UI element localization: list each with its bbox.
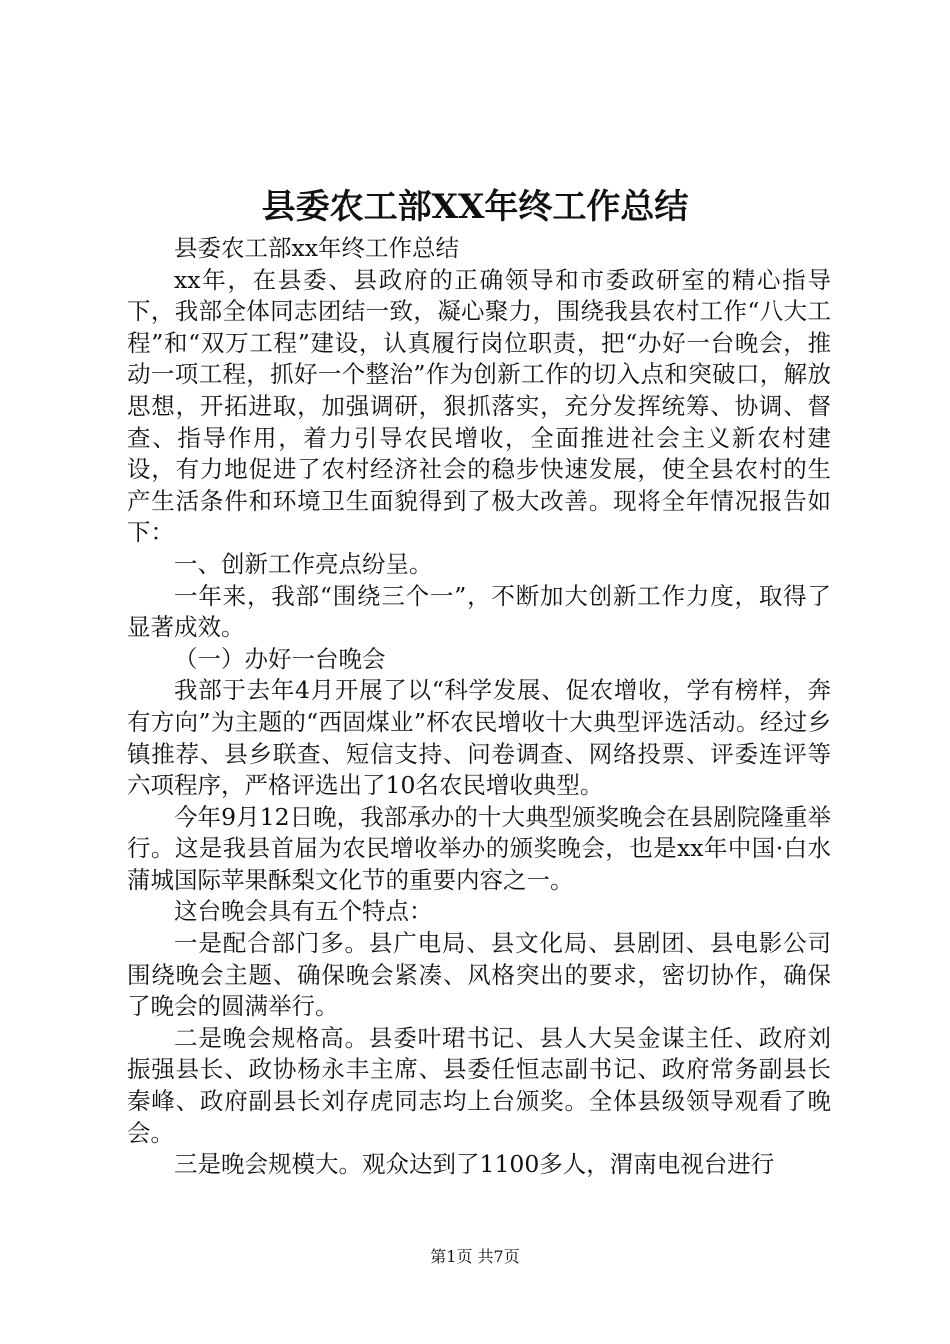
page-footer: 第1页 共7页: [430, 1247, 520, 1266]
paragraph: 我部于去年4月开展了以“科学发展、促农增收，学有榜样，奔有方向”为主题的“西固煤业”杯农民增收十大典型评选活动。经过乡镇推荐、县乡联查、短信支持、问卷调查、网络投票、评委连评等六项程序，严格评选出了10名农民增收典型。: [127, 676, 831, 800]
document-title: 县委农工部XX年终工作总结: [261, 187, 689, 227]
subsection-heading-1: （一）办好一台晚会: [174, 644, 386, 673]
document-body: [127, 233, 831, 1181]
paragraph: 三是晚会规模大。观众达到了1100多人，渭南电视台进行: [174, 1150, 775, 1179]
section-heading-1: 一、创新工作亮点纷呈。: [174, 549, 433, 578]
paragraph: 今年9月12日晚，我部承办的十大典型颁奖晚会在县剧院隆重举行。这是我县首届为农民增收举办的颁奖晚会，也是xx年中国·白水蒲城国际苹果酥梨文化节的重要内容之一。: [127, 802, 831, 894]
paragraph-subtitle: 县委农工部xx年终工作总结: [174, 234, 460, 262]
paragraph: 这台晚会具有五个特点：: [174, 897, 433, 926]
paragraph-intro: xx年，在县委、县政府的正确领导和市委政研室的精心指导下，我部全体同志团结一致，凝心聚力，围绕我县农村工作“八大工程”和“双万工程”建设，认真履行岗位职责，把“办好一台晚会，推动一项工程，抓好一个整治”作为创新工作的切入点和突破口，解放思想，开拓进取，加强调研，狠抓落实，充分发挥统筹、协调、督查、指导作用，着力引导农民增收，全面推进社会主义新农村建设，有力地促进了农村经济社会的稳步快速发展，使全县农村的生产生活条件和环境卫生面貌得到了极大改善。现将全年情况报告如下：: [127, 265, 831, 547]
paragraph: 一是配合部门多。县广电局、县文化局、县剧团、县电影公司围绕晚会主题、确保晚会紧凑、风格突出的要求，密切协作，确保了晚会的圆满举行。: [127, 929, 831, 1021]
paragraph: 二是晚会规格高。县委叶珺书记、县人大吴金谋主任、政府刘振强县长、政协杨永丰主席、县委任恒志副书记、政府常务副县长秦峰、政府副县长刘存虎同志均上台颁奖。全体县级领导观看了晚会。: [127, 1023, 831, 1147]
paragraph: 一年来，我部“围绕三个一”，不断加大创新工作力度，取得了显著成效。: [127, 581, 831, 642]
